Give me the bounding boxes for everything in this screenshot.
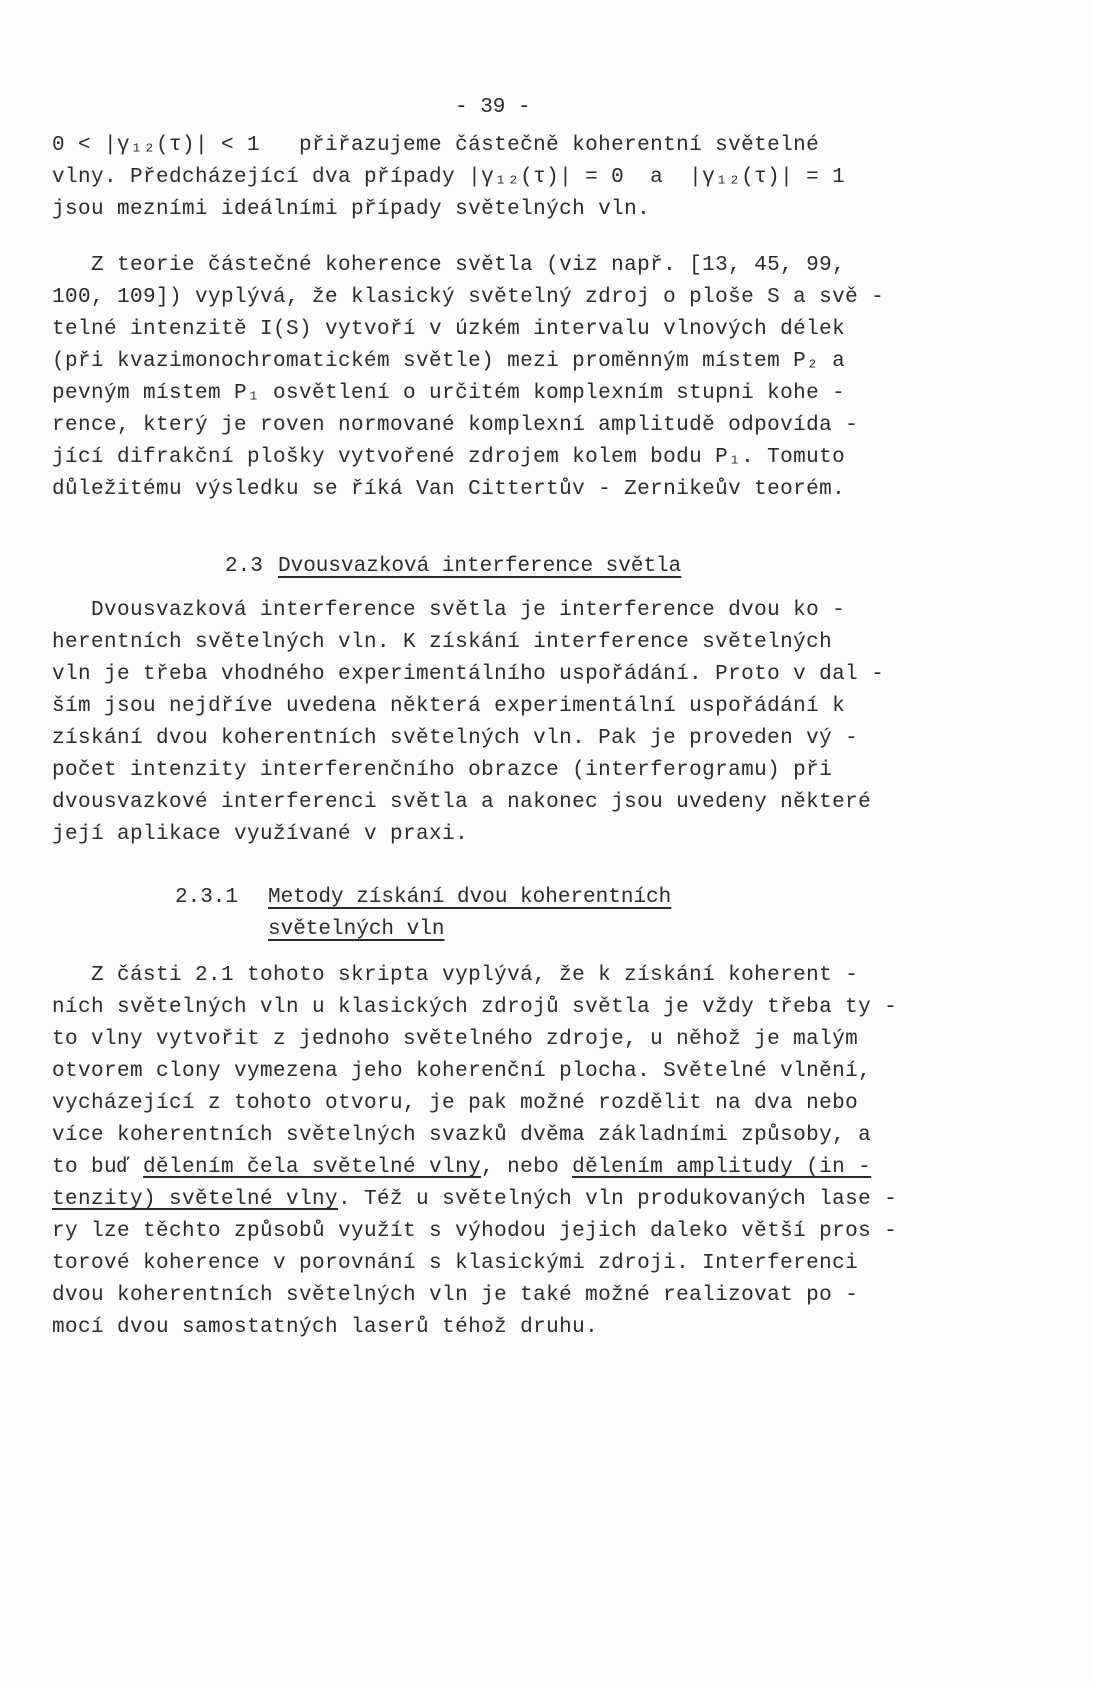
text-line: její aplikace využívané v praxi. xyxy=(52,823,469,846)
underlined-term: dělením amplitudy (in - xyxy=(572,1156,872,1179)
text-line: jící difrakční plošky vytvořené zdrojem kolem bodu P₁. Tomuto xyxy=(52,446,846,469)
text-line xyxy=(52,1187,897,1213)
text-line: 100, 109]) vyplývá, že klasický světelný zdroj o ploše S a svě - xyxy=(52,286,885,309)
underlined-term: dělením čela světelné vlny xyxy=(143,1156,482,1179)
text-fragment: . Též u světelných vln produkovaných lase - xyxy=(338,1188,898,1211)
text-line: ních světelných vln u klasických zdrojů světla je vždy třeba ty - xyxy=(52,996,898,1019)
text-line xyxy=(52,1155,871,1181)
text-line: pevným místem P₁ osvětlení o určitém komplexním stupni kohe - xyxy=(52,382,846,405)
subsection-number: 2.3.1 xyxy=(175,886,239,909)
text-line: mocí dvou samostatných laserů téhož druhu. xyxy=(52,1316,599,1339)
text-line: vycházející z tohoto otvoru, je pak možné rozdělit na dva nebo xyxy=(52,1092,859,1115)
text-line: telné intenzitě I(S) vytvoří v úzkém intervalu vlnových délek xyxy=(52,318,846,341)
text-line: více koherentních světelných svazků dvěma základními způsoby, a xyxy=(52,1124,872,1147)
text-line: počet intenzity interferenčního obrazce (interferogramu) při xyxy=(52,759,833,782)
text-line: Dvousvazková interference světla je interference dvou ko - xyxy=(52,599,846,622)
text-line: rence, který je roven normované komplexní amplitudě odpovída - xyxy=(52,414,859,437)
text-line: vln je třeba vhodného experimentálního uspořádání. Proto v dal - xyxy=(52,663,885,686)
underlined-term: tenzity) světelné vlny xyxy=(52,1188,339,1211)
subsection-title-line-2: světelných vln xyxy=(268,918,445,941)
text-line: ry lze těchto způsobů využít s výhodou jejich daleko větší pros - xyxy=(52,1220,898,1243)
text-line: jsou mezními ideálními případy světelných vln. xyxy=(52,198,651,221)
text-line: vlny. Předcházející dva případy |γ₁₂(τ)| = 0 a |γ₁₂(τ)| = 1 xyxy=(52,166,846,189)
text-fragment: , nebo xyxy=(481,1156,573,1179)
text-line: Z části 2.1 tohoto skripta vyplývá, že k získání koherent - xyxy=(52,964,859,987)
text-line: to vlny vytvořit z jednoho světelného zdroje, u něhož je malým xyxy=(52,1028,859,1051)
text-line: otvorem clony vymezena jeho koherenční plocha. Světelné vlnění, xyxy=(52,1060,872,1083)
section-number: 2.3 xyxy=(225,555,263,578)
section-title: Dvousvazková interference světla xyxy=(278,555,682,578)
subsection-title-line-1: Metody získání dvou koherentních xyxy=(268,886,672,909)
text-line: 0 < |γ₁₂(τ)| < 1 přiřazujeme částečně koherentní světelné xyxy=(52,134,820,157)
text-line: důležitému výsledku se říká Van Cittertův - Zernikeův teorém. xyxy=(52,478,846,501)
page-number: - 39 - xyxy=(455,96,531,119)
text-line: torové koherence v porovnání s klasickými zdroji. Interferenci xyxy=(52,1252,859,1275)
text-fragment: to buď xyxy=(52,1156,144,1179)
text-line: ším jsou nejdříve uvedena některá experimentální uspořádání k xyxy=(52,695,846,718)
text-line: (při kvazimonochromatickém světle) mezi proměnným místem P₂ a xyxy=(52,350,846,373)
text-line: získání dvou koherentních světelných vln. Pak je proveden vý - xyxy=(52,727,859,750)
text-line: dvou koherentních světelných vln je také možné realizovat po - xyxy=(52,1284,859,1307)
text-line: herentních světelných vln. K získání interference světelných xyxy=(52,631,833,654)
text-line: Z teorie částečné koherence světla (viz např. [13, 45, 99, xyxy=(52,254,846,277)
text-line: dvousvazkové interferenci světla a nakonec jsou uvedeny některé xyxy=(52,791,872,814)
